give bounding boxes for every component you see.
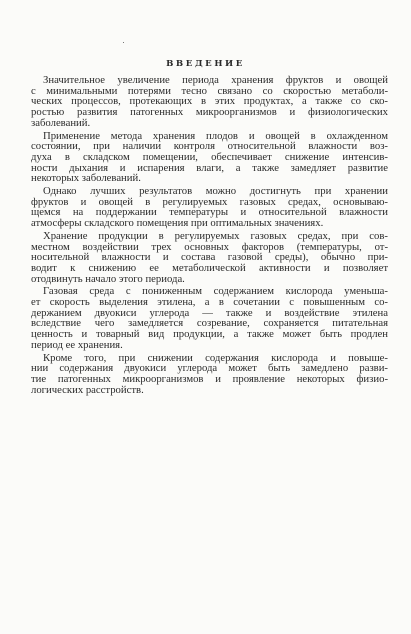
paragraph-1 — [31, 75, 388, 129]
paragraph-line: Однако лучших результатов можно достигнуть при хранении — [43, 185, 388, 198]
paragraph-line: период ее хранения. — [31, 338, 123, 351]
paragraph-line: состоянии, при наличии контроля относительной влажности воз- — [31, 140, 388, 153]
paragraph-line: нии содержания двуокиси углерода может быть замедлено разви- — [31, 362, 388, 375]
paragraph-line: щемся на поддержании температуры и относительной влажности — [31, 206, 388, 219]
paragraph-line: Значительное увеличение периода хранения фруктов и овощей — [43, 74, 388, 86]
paragraph-line: с минимальными потерями тесно связано со скоростью метаболи- — [31, 84, 388, 97]
paragraph-line: фруктов и овощей в регулируемых газовых средах, основываю- — [31, 195, 388, 208]
paragraph-line: Применение метода хранения плодов и овощей в охлажденном — [43, 129, 388, 142]
paragraph-line: отодвинуть начало этого периода. — [31, 272, 185, 285]
paragraph-3 — [31, 186, 388, 229]
paragraph-line: вследствие чего замедляется созревание, сохраняется питательная — [31, 317, 388, 330]
body-text — [31, 75, 388, 397]
paragraph-line: ценность и товарный вид продукции, а также может быть продлен — [31, 328, 388, 341]
paragraph-line: носительной влажности и состава газовой среды), обычно при- — [31, 251, 388, 264]
paragraph-line: атмосферы складского помещения при оптимальных значениях. — [31, 217, 324, 230]
paragraph-2 — [31, 131, 388, 185]
paragraph-line: духа в складском помещении, обеспечивает снижение интенсив- — [31, 150, 388, 163]
paragraph-6 — [31, 353, 388, 396]
paragraph-line: некоторых заболеваний. — [31, 172, 141, 185]
paragraph-line: тие патогенных микроорганизмов и проявление некоторых физио- — [31, 372, 388, 385]
paragraph-line: ет скорость выделения этилена, а в сочетании с повышенным со- — [31, 296, 388, 309]
paragraph-line: ческих процессов, протекающих в этих продуктах, а также со ско- — [31, 95, 388, 108]
paragraph-line: водит к снижению ее метаболической активности и позволяет — [31, 261, 388, 274]
paragraph-line: ростью развития патогенных микроорганизмов и физиологических — [31, 106, 388, 119]
paragraph-line: ности дыхания и испарения влаги, а также замедляет развитие — [31, 161, 388, 174]
paragraph-5 — [31, 286, 388, 350]
paragraph-line: держанием двуокиси углерода — также и воздействие этилена — [31, 306, 388, 319]
paragraph-line: Газовая среда с пониженным содержанием кислорода уменьша- — [43, 285, 388, 298]
scan-speck — [123, 42, 124, 43]
paragraph-line: логических расстройств. — [31, 383, 144, 396]
paragraph-line: Хранение продукции в регулируемых газовых средах, при сов- — [43, 229, 388, 242]
paragraph-line: заболеваний. — [31, 116, 91, 129]
section-heading: ВВЕДЕНИЕ — [166, 59, 245, 69]
paragraph-line: Кроме того, при снижении содержания кислорода и повыше- — [43, 351, 388, 364]
paragraph-4 — [31, 231, 388, 285]
paragraph-line: местном воздействии трех основных факторов (температуры, от- — [31, 240, 388, 253]
